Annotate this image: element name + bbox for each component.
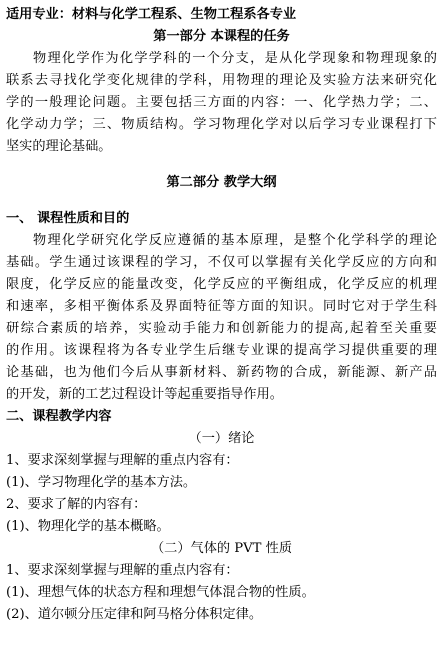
list-item: (1)、理想气体的状态方程和理想气体混合物的性质。 bbox=[6, 585, 315, 600]
paragraph-line: 物理化学研究化学反应遵循的基本原理，是整个化学科学的理论 bbox=[33, 233, 437, 248]
list-item: 2、要求了解的内容有： bbox=[6, 497, 147, 512]
list-item: 1、要求深刻掌握与理解的重点内容有： bbox=[6, 563, 239, 578]
paragraph-line: 和速率，多相平衡体系及界面特征等方面的知识。同时它对于学生科 bbox=[6, 299, 437, 314]
paragraph-line: 的作用。该课程将为各专业学生后继专业课的提高学习提供重要的理 bbox=[6, 343, 437, 358]
part1-title: 第一部分 本课程的任务 bbox=[153, 29, 290, 44]
paragraph-line: 基础。学生通过该课程的学习，不仅可以掌握有关化学反应的方向和 bbox=[6, 255, 437, 270]
chapter2-list bbox=[6, 560, 437, 626]
paragraph-line: 联系去寻找化学变化规律的学科，用物理的理论及实验方法来研究化 bbox=[6, 73, 437, 88]
list-item: (1)、物理化学的基本概略。 bbox=[6, 519, 170, 534]
paragraph-line: 化学动力学；三、物质结构。学习物理化学对以后学习专业课程打下 bbox=[6, 117, 437, 132]
chapter2-title: （二）气体的 PVT 性质 bbox=[150, 541, 293, 556]
chapter1-title: （一）绪论 bbox=[188, 431, 255, 446]
paragraph-line: 的开发，新的工艺过程设计等起重要指导作用。 bbox=[6, 387, 283, 402]
list-item: (1)、学习物理化学的基本方法。 bbox=[6, 475, 197, 490]
list-item: (2)、道尔顿分压定律和阿马格分体积定律。 bbox=[6, 607, 263, 622]
paragraph-line: 论基础，也为他们今后从事新材料、新药物的合成，新能源、新产品 bbox=[6, 365, 437, 380]
applicable-major: 适用专业：材料与化学工程系、生物工程系各专业 bbox=[6, 7, 297, 22]
chapter1-list bbox=[6, 450, 437, 538]
section1-title: 一、 课程性质和目的 bbox=[6, 211, 130, 226]
list-item: 1、要求深刻掌握与理解的重点内容有： bbox=[6, 453, 239, 468]
section2-title: 二、课程教学内容 bbox=[6, 409, 112, 424]
part1-paragraph bbox=[6, 48, 437, 158]
paragraph-line: 物理化学作为化学学科的一个分支，是从化学现象和物理现象的 bbox=[33, 51, 437, 66]
paragraph-line: 坚实的理论基础。 bbox=[6, 139, 112, 154]
paragraph-line: 研综合素质的培养，实验动手能力和创新能力的提高,起着至关重要 bbox=[6, 321, 437, 336]
paragraph-line: 学的一般理论问题。主要包括三方面的内容：一、化学热力学；二、 bbox=[6, 95, 437, 110]
paragraph-line: 限度，化学反应的能量改变，化学反应的平衡组成，化学反应的机理 bbox=[6, 277, 437, 292]
part2-title: 第二部分 教学大纲 bbox=[166, 175, 277, 190]
section1-paragraph bbox=[6, 230, 437, 406]
